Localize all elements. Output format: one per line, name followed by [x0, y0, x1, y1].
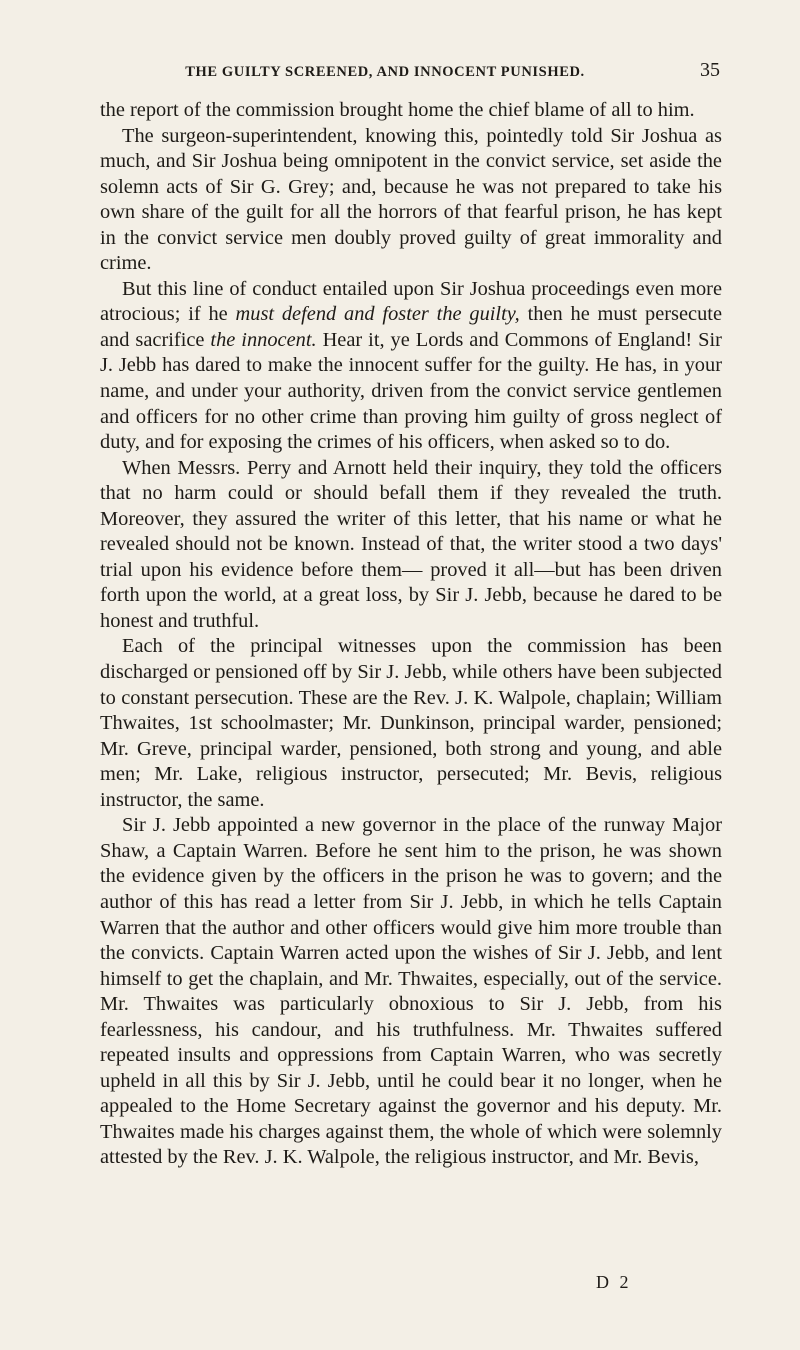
paragraph-3-part-c: Hear it, ye Lords and Commons of England! Sir J. Jebb has dared to make the innocent suffer for the guilty. He has, in your name, and under your authority, driven from the convict service gentlemen and officers for no other crime than proving him guilty of gross neglect of duty, and for exposing the crimes of his officers, when asked so to do. [100, 328, 722, 454]
paragraph-1: the report of the commission brought home the chief blame of all to him. [100, 99, 695, 121]
paragraph-5: Each of the principal witnesses upon the commission has been discharged or pensioned off by Sir J. Jebb, while others have been subjected to constant persecution. These are the Rev. J. K. Walpole, chaplain; William Thwaites, 1st schoolmaster; Mr. Dunkinson, principal warder, pensioned; Mr. Greve, principal warder, pensioned, both strong and young, and able men; Mr. Lake, religious instructor, persecuted; Mr. Bevis, religious instructor, the same. [100, 635, 722, 811]
paragraph-3-part-a: But this line of conduct entailed upon Sir Joshua proceedings even more atrocious; if he [100, 277, 722, 326]
paragraph-6: Sir J. Jebb appointed a new governor in the place of the runway Major Shaw, a Captain Warren. Before he sent him to the prison, he was shown the evidence given by the officers in the prison he was to govern; and the author of this has read a letter from Sir J. Jebb, in which he tells Captain Warren that the author and other officers would give him more trouble than the convicts. Captain Warren acted upon the wishes of Sir J. Jebb, and lent himself to get the chaplain, and Mr. Thwaites, especially, out of the service. Mr. Thwaites was particularly obnoxious to Sir J. Jebb, from his fearlessness, his candour, and his truthfulness. Mr. Thwaites suffered repeated insults and oppressions from Captain Warren, who was secretly upheld in all this by Sir J. Jebb, until he could bear it no longer, when he appealed to the Home Secretary against the governor and his deputy. Mr. Thwaites made his charges against them, the whole of which were solemnly attested by the Rev. J. K. Walpole, the religious instructor, and Mr. Bevis, [100, 814, 722, 1169]
signature-mark: D 2 [596, 1272, 632, 1292]
paragraph-2: The surgeon-superintendent, knowing this, pointedly told Sir Joshua as much, and Sir Joshua being omnipotent in the convict service, set aside the solemn acts of Sir G. Grey; and, because he was not prepared to take his own share of the guilt for all the horrors of that fearful prison, he has kept in the convict service men doubly proved guilty of great immorality and crime. [100, 124, 722, 275]
paragraph-3-italic-1: must defend and foster the guilty, [235, 303, 520, 326]
paragraph-3-part-b: then he must persecute and sacrifice [100, 303, 722, 351]
paragraph-3 [100, 277, 722, 456]
body-text [100, 98, 722, 1171]
page-header [100, 59, 720, 86]
paragraph-3-italic-2: the innocent. [210, 328, 317, 351]
page-number: 35 [700, 59, 720, 81]
paragraph-4: When Messrs. Perry and Arnott held their inquiry, they told the officers that no harm could or should befall them if they revealed the truth. Moreover, they assured the writer of this letter, that his name or what he revealed should not be known. Instead of that, the writer stood a two days' trial upon his evidence before them— proved it all—but has been driven forth upon the world, at a great loss, by Sir J. Jebb, because he dared to be honest and truthful. [100, 456, 722, 632]
running-head: THE GUILTY SCREENED, AND INNOCENT PUNISHED. [185, 64, 585, 80]
